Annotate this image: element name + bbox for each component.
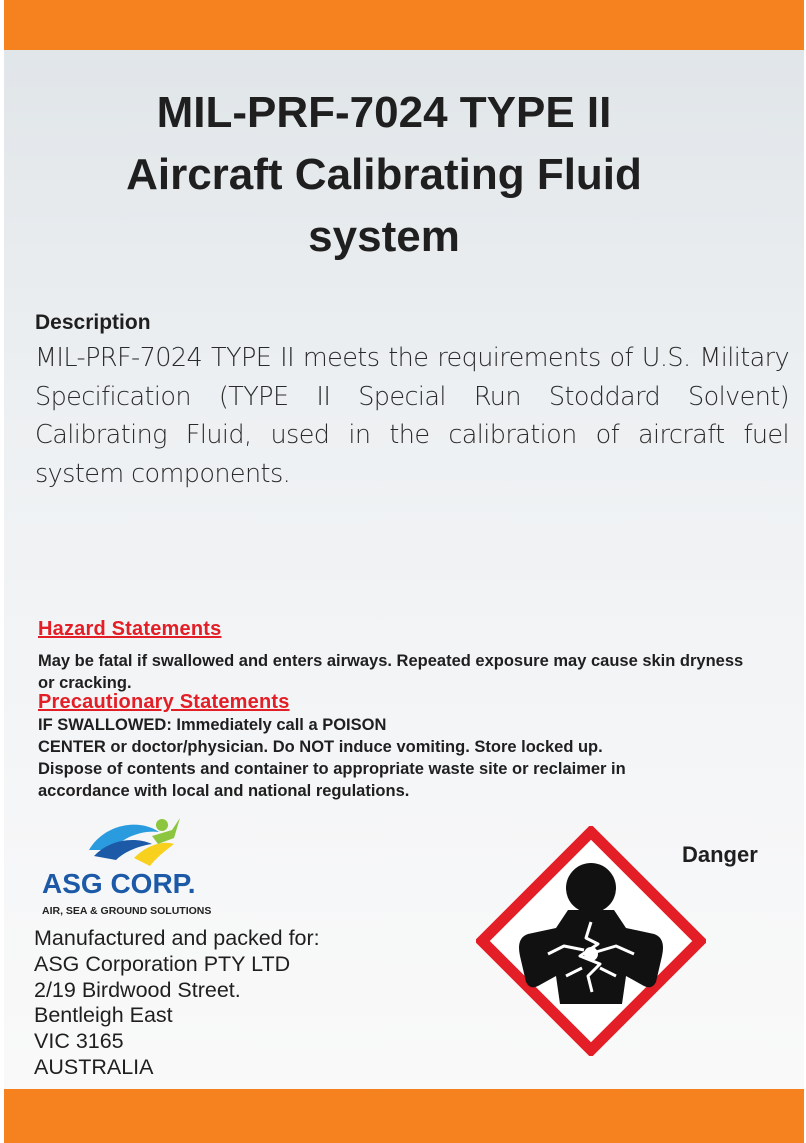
manufacturer-country: AUSTRALIA	[34, 1054, 154, 1079]
health-hazard-icon	[476, 826, 706, 1056]
manufacturer-company: ASG Corporation PTY LTD	[34, 951, 291, 976]
precautionary-line-2: CENTER or doctor/physician. Do NOT induce vomiting. Store locked up.	[38, 738, 603, 756]
signal-word: Danger	[682, 842, 758, 867]
logo-name: ASG CORP.	[42, 868, 196, 899]
description-heading: Description	[35, 311, 151, 334]
description-body: MIL-PRF-7024 TYPE II meets the requirements of U.S. Military Specification (TYPE II Special Run Stoddard Solvent) Calibrating Fluid, used in the calibration of aircraft fuel system components.	[35, 343, 789, 489]
title-line-2: Aircraft Calibrating Fluid	[126, 150, 642, 199]
top-orange-band	[4, 0, 804, 50]
label-page	[4, 0, 804, 1143]
manufacturer-state-postcode: VIC 3165	[34, 1029, 124, 1054]
title-line-3: system	[308, 212, 460, 261]
asg-corp-logo	[34, 810, 254, 920]
product-title	[4, 82, 764, 268]
hazard-body: May be fatal if swallowed and enters airways. Repeated exposure may cause skin dryness or cracking.	[38, 652, 744, 692]
precautionary-heading: Precautionary Statements	[38, 691, 290, 713]
precautionary-line-4: accordance with local and national regulations.	[38, 782, 410, 800]
manufacturer-label: Manufactured and packed for:	[34, 926, 320, 950]
logo-tagline: AIR, SEA & GROUND SOLUTIONS	[42, 905, 212, 917]
hazard-heading: Hazard Statements	[38, 618, 222, 640]
bottom-orange-band	[4, 1089, 804, 1143]
title-line-1: MIL-PRF-7024 TYPE II	[156, 88, 612, 137]
precautionary-line-1: IF SWALLOWED: Immediately call a POISON	[38, 716, 387, 734]
precautionary-body	[38, 714, 758, 802]
manufacturer-block	[34, 926, 320, 1081]
precautionary-line-3: Dispose of contents and container to appropriate waste site or reclaimer in	[38, 760, 626, 778]
manufacturer-suburb: Bentleigh East	[34, 1003, 173, 1028]
manufacturer-street: 2/19 Birdwood Street.	[34, 977, 241, 1002]
